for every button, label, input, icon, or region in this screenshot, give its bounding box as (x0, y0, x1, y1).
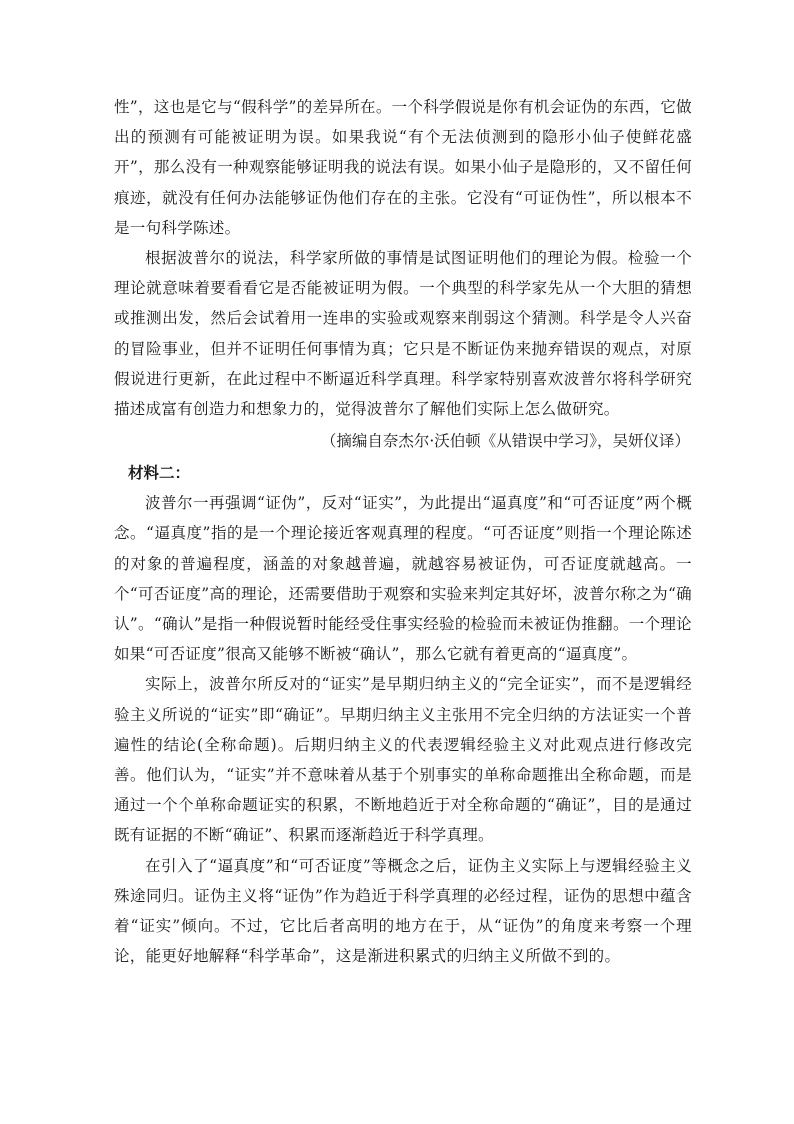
document-page (114, 92, 692, 971)
paragraph-verification-history: 实际上，波普尔所反对的“证实”是早期归纳主义的“完全证实”，而不是逻辑经验主义所说的“证实”即“确证”。早期归纳主义主张用不完全归纳的方法证实一个普遍性的结论(全称命题)。后期归纳主义的代表逻辑经验主义对此观点进行修改完善。他们认为，“证实”并不意味着从基于个别事实的单称命题推出全称命题，而是通过一个个单称命题证实的积累，不断地趋近于对全称命题的“确证”，目的是通过既有证据的不断“确证”、积累而逐渐趋近于科学真理。 (114, 675, 692, 845)
paragraph-popper-view: 根据波普尔的说法，科学家所做的事情是试图证明他们的理论为假。检验一个理论就意味着要看看它是否能被证明为假。一个典型的科学家先从一个大胆的猜想或推测出发，然后会试着用一连串的实验或观察来削弱这个猜测。科学是令人兴奋的冒险事业，但并不证明任何事情为真；它只是不断证伪来抛弃错误的观点，对原假说进行更新，在此过程中不断逼近科学真理。科学家特别喜欢波普尔将科学研究描述成富有创造力和想象力的，觉得波普尔了解他们实际上怎么做研究。 (114, 249, 692, 419)
citation-material-one: （摘编自奈杰尔·沃伯顿《从错误中学习》，吴妍仪译） (320, 432, 690, 451)
paragraph-falsification-concepts: 波普尔一再强调“证伪”，反对“证实”，为此提出“逼真度”和“可否证度”两个概念。“逼真度”指的是一个理论接近客观真理的程度。“可否证度”则指一个理论陈述的对象的普遍程度，涵盖的对象越普遍，就越容易被证伪，可否证度就越高。一个“可否证度”高的理论，还需要借助于观察和实验来判定其好坏，波普尔称之为“确认”。“确认”是指一种假说暂时能经受住事实经验的检验而未被证伪推翻。一个理论如果“可否证度”很高又能够不断被“确认”，那么它就有着更高的“逼真度”。 (114, 494, 692, 664)
paragraph-continuation: 性”，这也是它与“假科学”的差异所在。一个科学假说是你有机会证伪的东西，它做出的预测有可能被证明为误。如果我说“有个无法侦测到的隐形小仙子使鲜花盛开”，那么没有一种观察能够证明我的说法有误。如果小仙子是隐形的，又不留任何痕迹，就没有任何办法能够证伪他们存在的主张。它没有“可证伪性”，所以根本不是一句科学陈述。 (114, 98, 692, 237)
section-heading-material-two: 材料二： (128, 464, 191, 483)
paragraph-convergence: 在引入了“逼真度”和“可否证度”等概念之后，证伪主义实际上与逻辑经验主义殊途同归。证伪主义将“证伪”作为趋近于科学真理的必经过程，证伪的思想中蕴含着“证实”倾向。不过，它比后者高明的地方在于，从“证伪”的角度来考察一个理论，能更好地解释“科学革命”，这是渐进积累式的归纳主义所做不到的。 (114, 856, 692, 966)
